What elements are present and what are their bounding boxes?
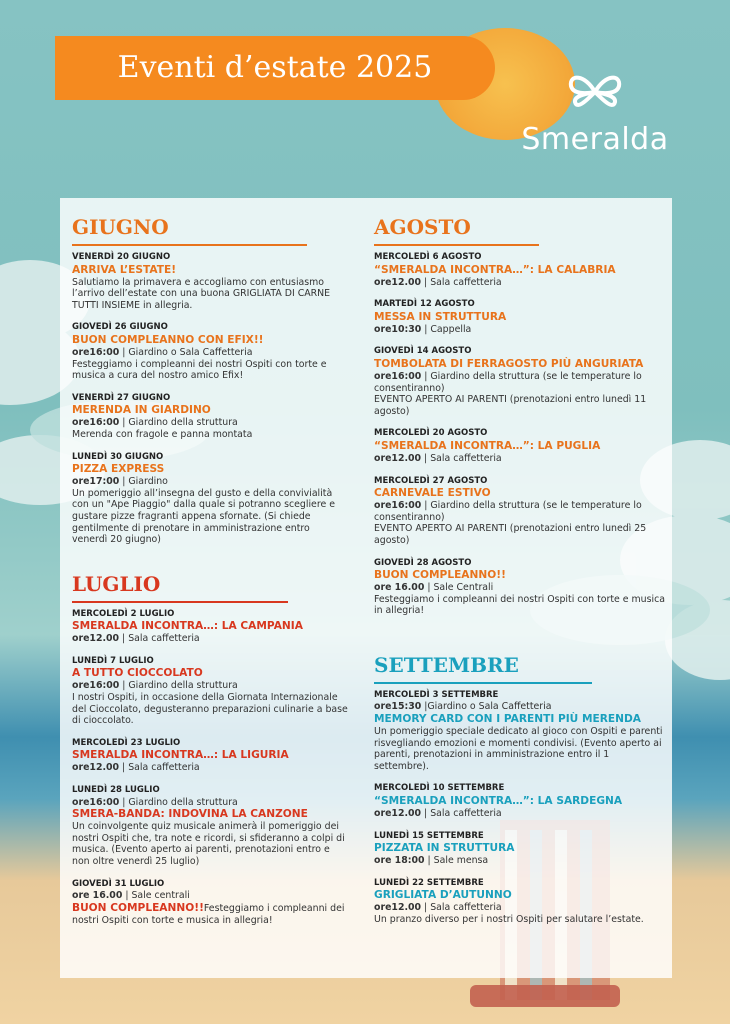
event-time: ore12.00: [374, 452, 422, 464]
left-column: [72, 214, 348, 937]
event-description: Un coinvolgente quiz musicale animerà il pomeriggio dei nostri Ospiti che, tra note e ricordi, si sfideranno a colpi di musica. (Evento aperto ai parenti, prenotazioni entro e non oltre venerdì 25 luglio): [72, 821, 345, 867]
event-date: LUNEDÌ 28 LUGLIO: [72, 785, 160, 796]
event-item: [374, 476, 666, 547]
event-item: [374, 878, 666, 926]
event-item: [72, 393, 348, 441]
event-time: ore 16.00: [72, 890, 123, 902]
event-date: MERCOLEDÌ 3 SETTEMBRE: [374, 689, 499, 700]
event-title: ARRIVA L’ESTATE!: [72, 263, 177, 276]
event-date: MERCOLEDÌ 2 LUGLIO: [72, 608, 175, 619]
event-title: MEMORY CARD CON I PARENTI PIÙ MERENDA: [374, 713, 641, 726]
event-item: [72, 322, 348, 381]
event-place: | Giardino della struttura (se le temperature lo consentiranno): [374, 370, 642, 394]
event-place: | Cappella: [421, 323, 472, 335]
event-place: | Giardino della struttura: [119, 417, 238, 429]
event-description: I nostri Ospiti, in occasione della Giornata Internazionale del Cioccolato, degusteranno preparazioni culinarie a base di cioccolato.: [72, 692, 348, 727]
event-place: | Sale Centrali: [424, 582, 494, 594]
page-title: Eventi d’estate 2025: [117, 50, 433, 85]
event-description: Un pomeriggio speciale dedicato al gioco con Ospiti e parenti risvegliando emozioni e momenti condivisi. (Evento aperto ai parenti, prenotazioni in amministrazione entro il 1 settembre).: [374, 726, 663, 772]
event-place: | Sala caffetteria: [421, 276, 502, 288]
event-title: PIZZATA IN STRUTTURA: [374, 842, 515, 855]
event-item: [72, 785, 348, 868]
event-title: TOMBOLATA DI FERRAGOSTO PIÙ ANGURIATA: [374, 357, 644, 370]
event-place: | Sale centrali: [122, 890, 190, 902]
event-time: ore16:00: [374, 500, 422, 512]
event-item: [374, 783, 666, 819]
event-place: | Sale mensa: [424, 855, 489, 867]
event-date: MARTEDÌ 12 AGOSTO: [374, 299, 475, 310]
event-title: PIZZA EXPRESS: [72, 463, 165, 476]
event-description: Festeggiamo i compleanni dei nostri Ospiti con torte e musica in allegria!: [374, 593, 665, 617]
month-heading-agosto: AGOSTO: [374, 215, 471, 239]
event-item: [374, 299, 666, 335]
event-place: | Giardino o Sala Caffetteria: [119, 346, 253, 358]
event-time: ore12.00: [72, 633, 120, 645]
event-date: MERCOLEDÌ 23 LUGLIO: [72, 737, 181, 748]
event-description: Merenda con fragole e panna montata: [72, 428, 253, 440]
event-item: [72, 738, 348, 774]
event-item: [374, 558, 666, 617]
event-time: ore16:00: [72, 796, 120, 808]
event-title: BUON COMPLEANNO!!: [72, 901, 204, 914]
event-place: |Giardino o Sala Caffetteria: [421, 701, 552, 713]
event-place: | Giardino della struttura (se le temperature lo consentiranno): [374, 500, 642, 523]
event-title: A TUTTO CIOCCOLATO: [72, 667, 203, 680]
event-item: [374, 690, 666, 773]
month-divider: [374, 682, 592, 684]
month-heading-settembre: SETTEMBRE: [374, 652, 519, 677]
event-date: GIOVEDÌ 31 LUGLIO: [72, 878, 165, 889]
event-title: MERENDA IN GIARDINO: [72, 404, 211, 417]
event-title: SMERALDA INCONTRA…: LA LIGURIA: [72, 749, 289, 762]
event-item: [374, 428, 666, 464]
event-title: BUON COMPLEANNO!!: [374, 569, 506, 582]
event-date: LUNEDÌ 22 SETTEMBRE: [374, 877, 484, 888]
event-time: ore12.00: [374, 276, 422, 288]
event-description: Salutiamo la primavera e accogliamo con entusiasmo l’arrivo dell’estate con una buona GRIGLIATA DI CARNE TUTTI INSIEME in allegria.: [72, 276, 331, 311]
event-date: VENERDÌ 27 GIUGNO: [72, 392, 171, 403]
event-place: | Sala caffetteria: [421, 452, 502, 464]
event-time: ore 18:00: [374, 855, 425, 867]
event-time: ore12.00: [72, 762, 120, 774]
event-date: VENERDÌ 20 GIUGNO: [72, 252, 171, 262]
event-date: MERCOLEDÌ 10 SETTEMBRE: [374, 783, 505, 794]
event-place: | Sala caffetteria: [119, 762, 200, 774]
event-description: Un pomeriggio all’insegna del gusto e della convivialità con un "Ape Piaggio" dalla quale si potranno scegliere e gustare pizze fragranti appena sfornate. (Si chiede gentilmente di prenotare in amministrazione entro venerdì 20 giugno): [72, 487, 335, 546]
event-item: [72, 252, 348, 311]
event-description: EVENTO APERTO AI PARENTI (prenotazioni entro lunedì 25 agosto): [374, 523, 647, 546]
event-place: | Sala caffetteria: [421, 808, 502, 820]
event-title: CARNEVALE ESTIVO: [374, 487, 491, 500]
event-title: SMERALDA INCONTRA…: LA CAMPANIA: [72, 620, 303, 633]
title-banner: [55, 36, 495, 100]
brand-block: [510, 70, 680, 157]
event-description: EVENTO APERTO AI PARENTI (prenotazioni entro lunedì 11 agosto): [374, 394, 647, 417]
event-title: “SMERALDA INCONTRA…”: LA PUGLIA: [374, 439, 601, 452]
butterfly-logo-icon: [565, 70, 625, 114]
event-item: [374, 346, 666, 417]
right-column: [374, 214, 666, 937]
event-place: | Sala caffetteria: [421, 902, 502, 914]
event-title: MESSA IN STRUTTURA: [374, 310, 507, 323]
event-item: [72, 879, 348, 927]
event-time: ore16:00: [72, 346, 120, 358]
event-date: LUNEDÌ 15 SETTEMBRE: [374, 830, 484, 841]
month-heading-giugno: GIUGNO: [72, 215, 169, 239]
event-title: BUON COMPLEANNO CON EFIX!!: [72, 333, 264, 346]
event-item: [72, 609, 348, 645]
month-divider: [72, 601, 288, 603]
event-time: ore12.00: [374, 902, 422, 914]
month-divider: [374, 244, 539, 246]
event-title: SMERA-BANDA: INDOVINA LA CANZONE: [72, 808, 308, 821]
event-place: | Giardino della struttura: [119, 796, 238, 808]
event-time: ore 16.00: [374, 582, 425, 594]
event-place: | Giardino della struttura: [119, 680, 238, 692]
event-time: ore16:00: [72, 417, 120, 429]
event-description: Festeggiamo i compleanni dei nostri Ospiti con torte e musica in allegria!: [72, 902, 345, 926]
event-item: [72, 656, 348, 727]
event-place: | Sala caffetteria: [119, 633, 200, 645]
month-divider: [72, 244, 307, 246]
event-item: [374, 831, 666, 867]
event-date: GIOVEDÌ 28 AGOSTO: [374, 557, 472, 568]
brand-name: Smeralda: [521, 122, 669, 157]
event-time: ore12.00: [374, 808, 422, 820]
event-time: ore10:30: [374, 323, 422, 335]
event-time: ore17:00: [72, 476, 120, 488]
event-description: Festeggiamo i compleanni dei nostri Ospiti con torte e musica a cura del nostro amico Efix!: [72, 358, 327, 382]
event-date: GIOVEDÌ 26 GIUGNO: [72, 322, 168, 333]
event-date: MERCOLEDÌ 20 AGOSTO: [374, 428, 488, 439]
event-title: GRIGLIATA D’AUTUNNO: [374, 889, 512, 902]
event-title: “SMERALDA INCONTRA…”: LA SARDEGNA: [374, 795, 623, 808]
event-date: GIOVEDÌ 14 AGOSTO: [374, 346, 472, 357]
event-place: | Giardino: [119, 476, 168, 488]
event-time: ore15:30: [374, 701, 422, 713]
event-date: MERCOLEDÌ 6 AGOSTO: [374, 252, 482, 262]
month-heading-luglio: LUGLIO: [72, 571, 161, 596]
event-description: Un pranzo diverso per i nostri Ospiti per salutare l’estate.: [374, 914, 644, 925]
event-item: [72, 452, 348, 546]
event-item: [374, 252, 666, 288]
event-date: LUNEDÌ 7 LUGLIO: [72, 655, 154, 666]
event-time: ore16:00: [374, 370, 422, 382]
event-date: LUNEDÌ 30 GIUGNO: [72, 451, 164, 462]
event-title: “SMERALDA INCONTRA…”: LA CALABRIA: [374, 263, 616, 276]
event-date: MERCOLEDÌ 27 AGOSTO: [374, 475, 488, 486]
event-time: ore16:00: [72, 680, 120, 692]
